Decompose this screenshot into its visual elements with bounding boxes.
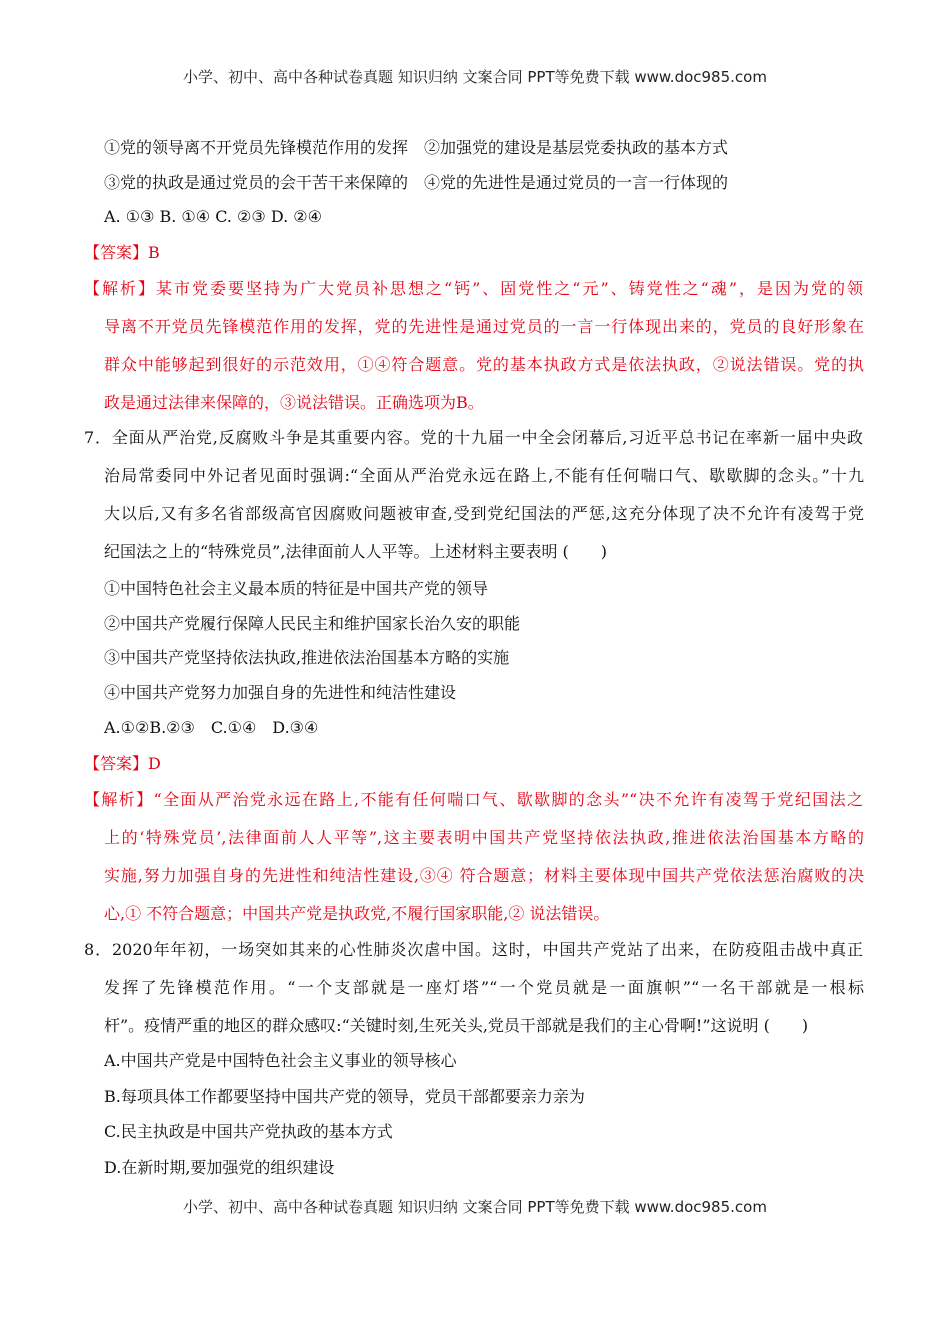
q7-stem-line: 7．全面从严治党,反腐败斗争是其重要内容。党的十九届一中全会闭幕后,习近平总书记在率新一届中央政: [84, 428, 863, 447]
q8-stem-line: 杆”。疫情严重的地区的群众感叹:“关键时刻,生死关头,党员干部就是我们的主心骨啊!”这说明 ( ): [104, 1016, 809, 1035]
page-footer: 小学、初中、高中各种试卷真题 知识归纳 文案合同 PPT等免费下载 www.doc985.com: [183, 1198, 767, 1216]
q6-analysis-line: 【解析】某市党委要坚持为广大党员补思想之“钙”、固党性之“元”、铸党性之“魂”，是因为党的领: [84, 279, 863, 298]
q8-option: D.在新时期,要加强党的组织建设: [104, 1158, 335, 1177]
q8-stem-line: 8．2020年年初，一场突如其来的心性肺炎次虐中国。这时，中国共产党站了出来，在防疫阻击战中真正: [84, 940, 863, 959]
q7-choices: A.①②B.②③ C.①④ D.③④: [104, 718, 319, 737]
q7-stem-line: 大以后,又有多名省部级高官因腐败问题被审查,受到党纪国法的严惩,这充分体现了决不允许有凌驾于党: [104, 504, 864, 523]
q6-analysis-line: 群众中能够起到很好的示范效用，①④符合题意。党的基本执政方式是依法执政，②说法错误。党的执: [104, 355, 864, 374]
q7-analysis-line: 【解析】“全面从严治党永远在路上,不能有任何喘口气、歇歇脚的念头”“决不允许有凌驾于党纪国法之: [84, 790, 863, 809]
q8-stem-line: 发挥了先锋模范作用。“一个支部就是一座灯塔”“一个党员就是一面旗帜”“一名干部就是一根标: [104, 978, 864, 997]
q8-option: A.中国共产党是中国特色社会主义事业的领导核心: [104, 1051, 457, 1070]
q6-answer: 【答案】B: [84, 243, 160, 262]
q6-analysis-line: 导离不开党员先锋模范作用的发挥，党的先进性是通过党员的一言一行体现出来的，党员的良好形象在: [104, 317, 864, 336]
q7-option: ④中国共产党努力加强自身的先进性和纯洁性建设: [104, 683, 457, 702]
q6-options-line: ①党的领导离不开党员先锋模范作用的发挥 ②加强党的建设是基层党委执政的基本方式: [104, 138, 729, 157]
q7-analysis-line: 上的‘特殊党员’,法律面前人人平等”,这主要表明中国共产党坚持依法执政,推进依法治国基本方略的: [104, 828, 864, 847]
q7-option: ②中国共产党履行保障人民民主和维护国家长治久安的职能: [104, 614, 521, 633]
q7-option: ③中国共产党坚持依法执政,推进依法治国基本方略的实施: [104, 648, 510, 667]
q7-stem-line: 纪国法之上的“特殊党员”,法律面前人人平等。上述材料主要表明 ( ): [104, 542, 608, 561]
q7-analysis-line: 心,① 不符合题意；中国共产党是执政党,不履行国家职能,② 说法错误。: [104, 904, 610, 923]
q8-option: B.每项具体工作都要坚持中国共产党的领导，党员干部都要亲力亲为: [104, 1087, 585, 1106]
q6-analysis-line: 政是通过法律来保障的，③说法错误。正确选项为B。: [104, 393, 484, 412]
q6-options-line: ③党的执政是通过党员的会干苦干来保障的 ④党的先进性是通过党员的一言一行体现的: [104, 173, 729, 192]
q7-stem-line: 治局常委同中外记者见面时强调:“全面从严治党永远在路上,不能有任何喘口气、歇歇脚的念头。”十九: [104, 466, 864, 485]
q7-analysis-line: 实施,努力加强自身的先进性和纯洁性建设,③④ 符合题意；材料主要体现中国共产党依法惩治腐败的决: [104, 866, 864, 885]
page-header: 小学、初中、高中各种试卷真题 知识归纳 文案合同 PPT等免费下载 www.doc985.com: [183, 68, 767, 86]
q6-choices: A. ①③ B. ①④ C. ②③ D. ②④: [104, 207, 322, 226]
q7-option: ①中国特色社会主义最本质的特征是中国共产党的领导: [104, 579, 489, 598]
q8-option: C.民主执政是中国共产党执政的基本方式: [104, 1122, 393, 1141]
q7-answer: 【答案】D: [84, 754, 161, 773]
